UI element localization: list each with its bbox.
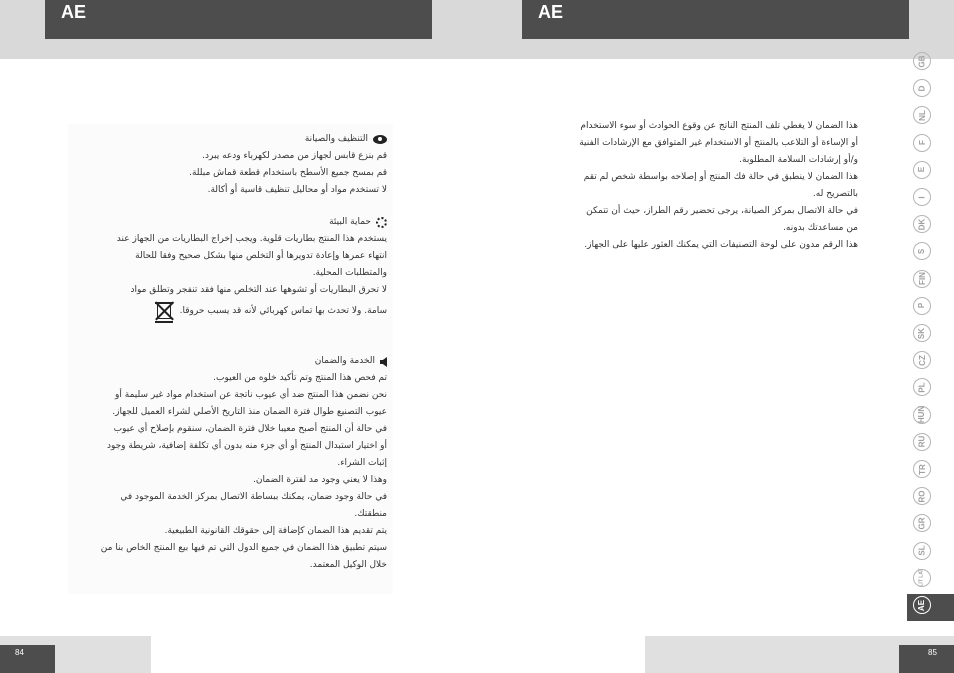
language-badge-label: SL: [917, 545, 927, 556]
environment-line: والمتطلبات المحلية.: [312, 268, 387, 278]
language-badge-label: RO: [917, 490, 927, 503]
crossed-bin-icon: [154, 299, 174, 323]
environment-heading: [95, 214, 387, 231]
cleaning-line: لا تستخدم مواد أو محاليل تنظيف قاسية أو أكالة.: [207, 185, 387, 195]
language-badge-label: DK: [917, 218, 927, 230]
language-badge-tr[interactable]: [913, 460, 931, 478]
language-badge-label: E: [917, 167, 927, 173]
recycle-icon: [376, 217, 387, 228]
language-badge-label: SK: [917, 327, 927, 339]
language-badge-dk[interactable]: [913, 215, 931, 233]
service-line: سيتم تطبيق هذا الضمان في جميع الدول التي تم فيها بيع المنتج الخاص بنا من: [100, 543, 387, 553]
service-line: يتم تقديم هذا الضمان كإضافة إلى حقوقك القانونية الطبيعية.: [164, 526, 387, 536]
service-line: نحن نضمن هذا المنتج ضد أي عيوب ناتجة عن استخدام مواد غير سليمة أو: [115, 390, 387, 400]
service-line: منطقتك.: [354, 509, 387, 519]
right-column: [566, 118, 858, 254]
language-badge-ae[interactable]: [913, 596, 931, 614]
environment-line: سامة. ولا تحدث بها تماس كهربائي لأنه قد يسبب حروقا.: [179, 305, 387, 316]
left-column: [95, 131, 387, 574]
page-number-right: [899, 645, 954, 673]
service-title: الخدمة والضمان: [314, 356, 375, 366]
language-badge-label: GB: [917, 55, 927, 67]
language-badge-f[interactable]: [913, 134, 931, 152]
page-number-left-text: 84: [15, 648, 24, 657]
environment-line: لا تحرق البطاريات أو تشوهها عند التخلص منها فقد تنفجر وتطلق مواد: [130, 285, 387, 295]
service-line: عيوب التصنيع طوال فترة الضمان منذ التاريخ الأصلي لشراء العميل للجهاز.: [112, 407, 387, 417]
language-badge-pl[interactable]: [913, 378, 931, 396]
language-badge-s[interactable]: [913, 242, 931, 260]
service-line: أو اختيار استبدال المنتج أو أي جزء منه بدون أي تكلفة إضافية، شريطة وجود: [106, 441, 387, 451]
environment-line: يستخدم هذا المنتج بطاريات قلوية. ويجب إخراج البطاريات من الجهاز عند: [116, 234, 387, 244]
language-badge-label: GR: [917, 517, 927, 530]
language-badge-lit-lat[interactable]: [913, 569, 931, 587]
language-badge-label: D: [917, 85, 927, 92]
service-line: في حالة أن المنتج أصبح معيبا خلال فترة الضمان، سنقوم بإصلاح أي عيوب: [113, 424, 387, 434]
header-bar-right: [522, 0, 909, 39]
header-bar-left: [45, 0, 432, 39]
language-badge-d[interactable]: [913, 79, 931, 97]
warranty-line: أو الإساءة أو التلاعب بالمنتج أو الاستخدام غير المتوافق مع الإرشادات الفنية: [579, 138, 858, 148]
arrow-left-icon: [380, 357, 387, 367]
service-line: إثبات الشراء.: [337, 458, 387, 468]
environment-last-line: [95, 299, 387, 323]
language-badge-label: NL: [917, 110, 927, 121]
language-badge-label: LIT LAT: [918, 568, 925, 587]
warranty-line: هذا الضمان لا يغطي تلف المنتج الناتج عن وقوع الحوادث أو سوء الاستخدام: [580, 121, 858, 131]
cleaning-heading: [95, 131, 387, 148]
cleaning-line: قم بمسح جميع الأسطح باستخدام قطعة قماش مبللة.: [189, 168, 387, 178]
language-badge-sl[interactable]: [913, 542, 931, 560]
language-badge-label: P: [917, 303, 927, 309]
language-badge-i[interactable]: [913, 188, 931, 206]
service-line: في حالة وجود ضمان، يمكنك ببساطة الاتصال بمركز الخدمة الموجود في: [120, 492, 387, 502]
page-number-left: [0, 645, 55, 673]
service-line: وهذا لا يعني وجود مد لفترة الضمان.: [253, 475, 387, 485]
page-number-right-text: 85: [928, 648, 937, 657]
language-badge-e[interactable]: [913, 161, 931, 179]
language-badge-fin[interactable]: [913, 270, 931, 288]
warranty-line: في حالة الاتصال بمركز الصيانة، يرجى تحضير رقم الطراز، حيث أن تتمكن: [586, 206, 858, 216]
language-badge-cz[interactable]: [913, 351, 931, 369]
service-heading: [95, 353, 387, 370]
language-badge-nl[interactable]: [913, 106, 931, 124]
eye-icon: [373, 135, 387, 144]
language-badge-label: TR: [917, 463, 927, 475]
warranty-line: و/أو إرشادات السلامة المطلوبة.: [739, 155, 858, 165]
warranty-line: هذا الضمان لا ينطبق في حالة فك المنتج أو إصلاحه بواسطة شخص لم تقم: [583, 172, 858, 182]
language-badge-label: AE: [917, 599, 927, 611]
warranty-line: من مساعدتك بدونه.: [783, 223, 858, 233]
cleaning-line: قم بنزع قابس لجهاز من مصدر لكهرباء ودعه يبرد.: [202, 151, 387, 161]
language-badge-ru[interactable]: [913, 433, 931, 451]
language-badge-label: PL: [917, 382, 927, 393]
language-badge-label: F: [917, 140, 927, 146]
warranty-line: بالتصريح له.: [812, 189, 858, 199]
service-line: تم فحص هذا المنتج وتم تأكيد خلوه من العيوب.: [213, 373, 387, 383]
header-code-left: AE: [61, 2, 87, 22]
language-badge-gr[interactable]: [913, 514, 931, 532]
language-badge-gb[interactable]: [913, 52, 931, 70]
language-badge-label: I: [917, 195, 927, 199]
language-badge-label: RU: [917, 436, 927, 448]
language-badge-label: HUN: [917, 405, 927, 424]
language-badge-label: FIN: [917, 272, 927, 286]
language-badge-hun[interactable]: [913, 406, 931, 424]
service-line: خلال الوكيل المعتمد.: [309, 560, 387, 570]
language-badge-ro[interactable]: [913, 487, 931, 505]
environment-line: انتهاء عمرها وإعادة تدويرها أو التخلص منها بشكل صحيح وفقا للحالة: [135, 251, 387, 261]
language-badge-label: S: [917, 248, 927, 255]
cleaning-title: التنظيف والصيانة: [304, 134, 368, 144]
language-badge-label: CZ: [917, 354, 927, 366]
language-badge-p[interactable]: [913, 297, 931, 315]
environment-title: حماية البيئة: [329, 217, 371, 227]
header-code-right: AE: [538, 2, 564, 22]
warranty-line: هذا الرقم مدون على لوحة التصنيفات التي يمكنك العثور عليها على الجهاز.: [584, 240, 858, 250]
language-badge-sk[interactable]: [913, 324, 931, 342]
